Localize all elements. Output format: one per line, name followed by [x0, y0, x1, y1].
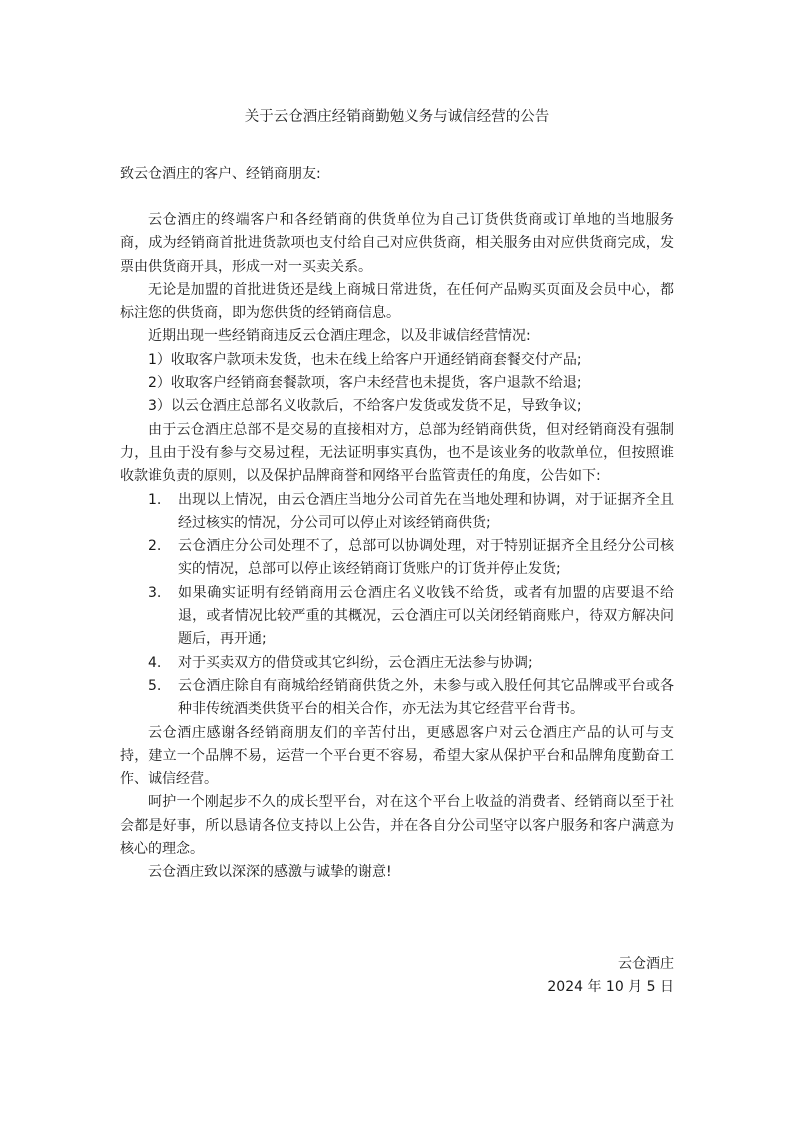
announcement-item: [120, 582, 674, 652]
signature-date: 2024 年 10 月 5 日: [547, 979, 674, 996]
paragraph-closing-2: 呵护一个刚起步不久的成长型平台，对在这个平台上收益的消费者、经销商以至于社会都是好事，所以恳请各位支持以上公告，并在各自分公司坚守以客户服务和客户满意为核心的理念。: [120, 794, 674, 858]
paragraph-intro-2: 无论是加盟的首批进货还是线上商城日常进货，在任何产品购买页面及会员中心，都标注您的供货商，即为您供货的经销商信息。: [120, 281, 674, 322]
announcement-text: 如果确实证明有经销商用云仓酒庄名义收钱不给货，或者有加盟的店要退不给退，或者情况比较严重的其概况，云仓酒庄可以关闭经销商账户，待双方解决问题后，再开通;: [178, 584, 674, 648]
paragraph-closing-1: 云仓酒庄感谢各经销商朋友们的辛苦付出，更感恩客户对云仓酒庄产品的认可与支持，建立一个品牌不易，运营一个平台更不容易，希望大家从保护平台和品牌角度勤奋工作、诚信经营。: [120, 724, 674, 788]
announcement-item: [120, 652, 674, 675]
announcement-number: 2.: [148, 538, 162, 555]
violation-item-3: 3）以云仓酒庄总部名义收款后，不给客户发货或发货不足，导致争议;: [148, 398, 582, 415]
paragraph-intro-1: 云仓酒庄的终端客户和各经销商的供货单位为自己订货供货商或订单地的当地服务商，成为经销商首批进货款项也支付给自己对应供货商，相关服务由对应供货商完成，发票由供货商开具，形成一对一买卖关系。: [120, 212, 674, 275]
announcement-number: 3.: [148, 584, 162, 601]
announcement-text: 对于买卖双方的借贷或其它纠纷，云仓酒庄无法参与协调;: [178, 654, 533, 671]
announcement-text: 云仓酒庄分公司处理不了，总部可以协调处理，对于特别证据齐全且经分公司核实的情况，总部可以停止该经销商订货账户的订货并停止发货;: [178, 538, 674, 578]
paragraph-closing-3: 云仓酒庄致以深深的感激与诚挚的谢意!: [148, 864, 392, 881]
document-title: 关于云仓酒庄经销商勤勉义务与诚信经营的公告: [244, 109, 550, 125]
announcement-number: 1.: [148, 491, 162, 508]
announcement-text: 云仓酒庄除自有商城给经销商供货之外，未参与或入股任何其它品牌或平台或各种非传统酒类供货平台的相关合作，亦无法为其它经营平台背书。: [178, 677, 674, 718]
announcement-list: [120, 489, 674, 722]
signature-org: 云仓酒庄: [618, 956, 674, 972]
violation-item-1: 1）收取客户款项未发货，也未在线上给客户开通经销商套餐交付产品;: [148, 351, 582, 368]
announcement-text: 出现以上情况，由云仓酒庄当地分公司首先在当地处理和协调，对于证据齐全且经过核实的情况，分公司可以停止对该经销商供货;: [178, 491, 674, 531]
signature-block: [547, 953, 674, 1000]
paragraph-explanation: 由于云仓酒庄总部不是交易的直接相对方，总部为经销商供货，但对经销商没有强制力，且由于没有参与交易过程，无法证明事实真伪，也不是该业务的收款单位，但按照谁收款谁负责的原则，以及保护品牌商誉和网络平台监管责任的角度，公告如下:: [120, 421, 674, 485]
announcement-item: [120, 535, 674, 582]
announcement-number: 5.: [148, 677, 162, 694]
violation-item-2: 2）收取客户经销商套餐款项，客户未经营也未提货，客户退款不给退;: [148, 375, 582, 392]
document-body: [120, 209, 674, 885]
announcement-item: [120, 489, 674, 536]
announcement-item: [120, 675, 674, 722]
announcement-number: 4.: [148, 654, 162, 671]
salutation: 致云仓酒庄的客户、经销商朋友:: [120, 166, 321, 182]
paragraph-intro-3: 近期出现一些经销商违反云仓酒庄理念，以及非诚信经营情况:: [148, 328, 531, 345]
